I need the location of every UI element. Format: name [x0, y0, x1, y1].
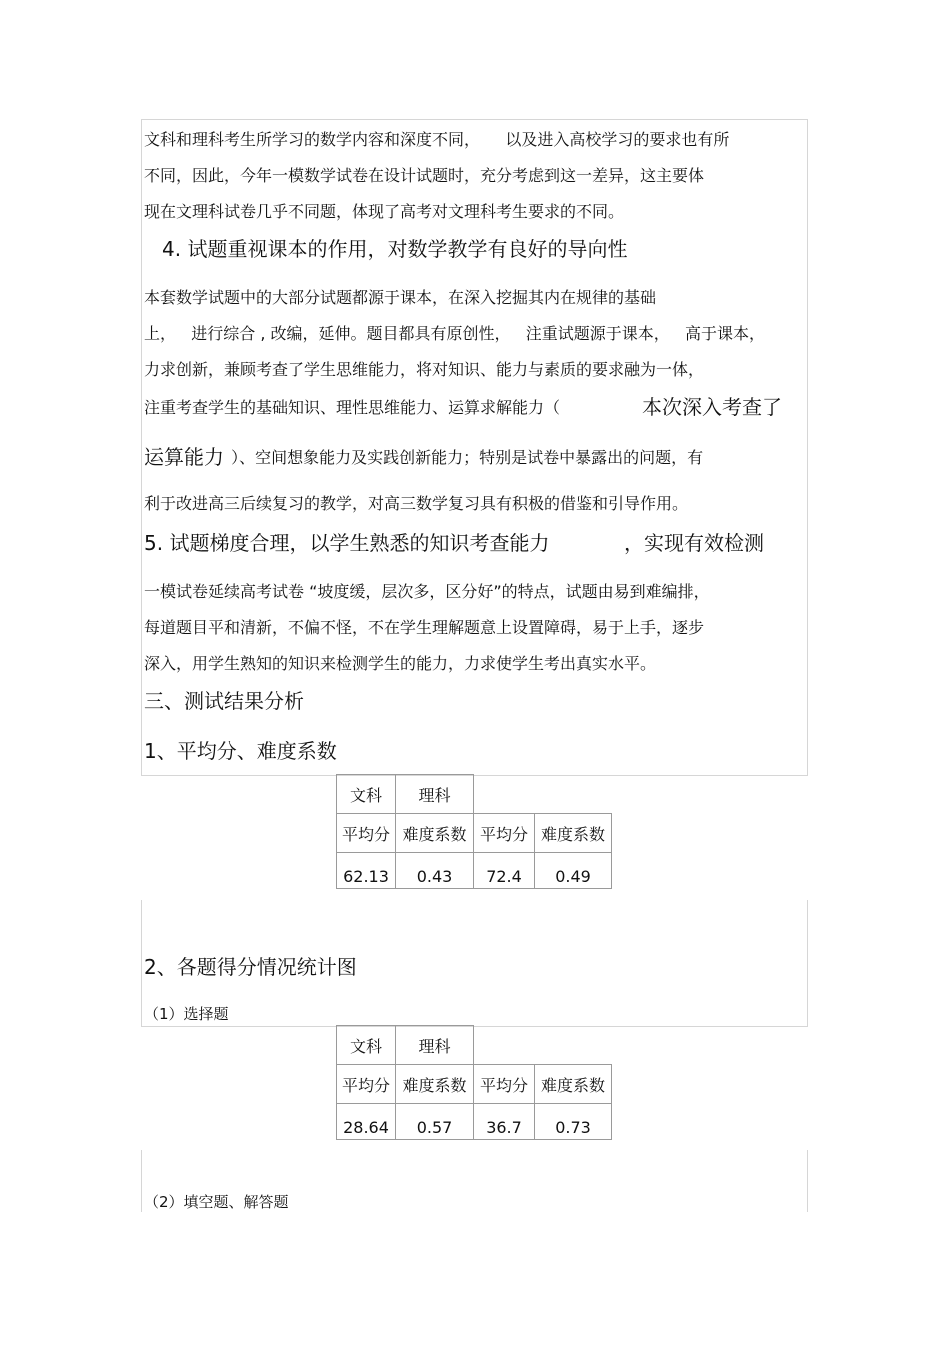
paragraph-emphasis: 运算能力	[144, 445, 224, 469]
heading-4: 4. 试题重视课本的作用，对数学教学有良好的导向性	[162, 237, 628, 261]
subsection-title: （1）选择题	[144, 1005, 229, 1023]
paragraph-line: 上， 进行综合 , 改编，延伸。题目都具有原创性， 注重试题源于课本， 高于课本，	[144, 324, 766, 343]
paragraph-line: 一模试卷延续高考试卷 “坡度缓，层次多，区分好”的特点，试题由易到难编排，	[144, 582, 710, 601]
paragraph-line: 深入，用学生熟知的知识来检测学生的能力，力求使学生考出真实水平。	[144, 654, 657, 673]
paragraph-line: 文科和理科考生所学习的数学内容和深度不同， 以及进入高校学习的要求也有所	[144, 130, 730, 149]
table-cell: 28.64	[336, 1103, 396, 1140]
heading-5: 5. 试题梯度合理，以学生熟悉的知识考查能力	[144, 531, 550, 555]
table-cell: 0.73	[534, 1103, 612, 1140]
paragraph-line: 本套数学试题中的大部分试题都源于课本，在深入挖掘其内在规律的基础	[144, 288, 657, 307]
table-col-header: 难度系数	[395, 813, 474, 853]
table-cell: 72.4	[473, 852, 535, 889]
paragraph-line: 每道题目平和清新，不偏不怪，不在学生理解题意上设置障碍，易于上手，逐步	[144, 618, 705, 637]
table-col-header: 难度系数	[534, 1064, 612, 1104]
paragraph-line: ）、空间想象能力及实践创新能力；特别是试卷中暴露出的问题，有	[226, 448, 704, 467]
table-col-header: 平均分	[336, 813, 396, 853]
table-cell: 0.49	[534, 852, 612, 889]
table-col-header: 平均分	[473, 813, 535, 853]
table-col-header: 平均分	[473, 1064, 535, 1104]
paragraph-line: 注重考查学生的基础知识、理性思维能力、运算求解能力（	[144, 398, 561, 417]
table-cell: 0.43	[395, 852, 474, 889]
table-header-wenke: 文科	[336, 774, 396, 814]
paragraph-line: 利于改进高三后续复习的教学，对高三数学复习具有积极的借鉴和引导作用。	[144, 494, 689, 513]
subsection-title: （2）填空题、解答题	[144, 1193, 289, 1211]
section-subtitle: 1、平均分、难度系数	[144, 739, 337, 763]
table-col-header: 难度系数	[395, 1064, 474, 1104]
table-col-header: 难度系数	[534, 813, 612, 853]
table-cell: 62.13	[336, 852, 396, 889]
table-cell: 36.7	[473, 1103, 535, 1140]
heading-5-tail: ，实现有效检测	[624, 531, 764, 555]
paragraph-emphasis: 本次深入考查了	[642, 395, 782, 419]
paragraph-line: 力求创新，兼顾考查了学生思维能力，将对知识、能力与素质的要求融为一体，	[144, 360, 705, 379]
table-header-like: 理科	[395, 774, 474, 814]
section-subtitle: 2、各题得分情况统计图	[144, 955, 357, 979]
table-header-like: 理科	[395, 1025, 474, 1065]
section-title: 三、测试结果分析	[144, 689, 304, 713]
table-col-header: 平均分	[336, 1064, 396, 1104]
table-cell: 0.57	[395, 1103, 474, 1140]
paragraph-line: 现在文理科试卷几乎不同题，体现了高考对文理科考生要求的不同。	[144, 202, 625, 221]
table-header-wenke: 文科	[336, 1025, 396, 1065]
paragraph-line: 不同，因此，今年一模数学试卷在设计试题时，充分考虑到这一差异，这主要体	[144, 166, 705, 185]
